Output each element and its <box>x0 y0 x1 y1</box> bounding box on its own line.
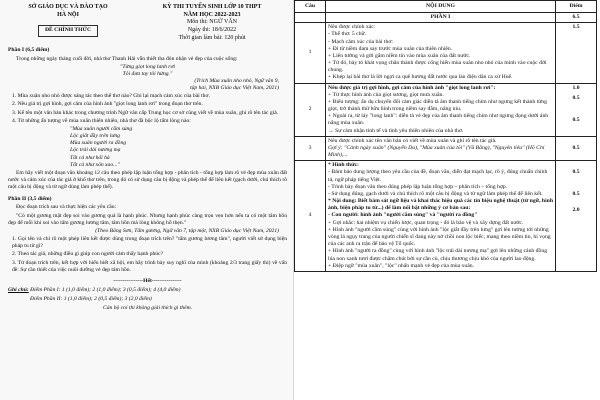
table-row <box>295 23 597 83</box>
part-score: 6.5 <box>556 13 597 23</box>
row-score: 2.0 <box>572 207 580 214</box>
official-badge: ĐỀ CHÍNH THỨC <box>38 25 98 36</box>
note-line-2: Điểm Phần II: 1 (1,0 điểm); 2 (0,5 điểm); 3 (2,0 điểm) <box>30 296 152 303</box>
quote-source-2: tập hai, NXB Giáo dục Việt Nam, 2021) <box>190 85 279 92</box>
content-line: + Đi từ niềm đam say trước mùa xuân của thiên nhiên. <box>328 45 453 52</box>
content-line: - Sử dụng đúng, gạch dưới và chú thích rõ một câu bị động và từ ngữ làm phép thế để liên kết. <box>328 190 543 197</box>
content-line: + Liên tưởng và gửi gắm niềm tin vào mùa xuân của đất nước. <box>328 52 471 59</box>
quote-line-1: "Từng giọt long lanh rơi <box>119 63 175 70</box>
part2-question-2: 2. Theo tác giả, những điều gì giúp con người cảm thấy hạnh phúc? <box>12 251 164 258</box>
row-score: 1.5 <box>556 23 597 83</box>
department-line2: HÀ NỘI <box>57 11 79 18</box>
department-block <box>8 4 128 37</box>
table-row <box>295 161 597 272</box>
part-row <box>295 13 597 23</box>
quote-source: (Trích Mùa xuân nho nhỏ, Ngữ văn 9, <box>194 77 279 84</box>
content-line: → Sự cảm nhận tinh tế và tình yêu thiên nhiên của nhà thơ. <box>328 127 464 134</box>
row-number: 2 <box>295 83 326 136</box>
part2-passage: "Có một gương mặt đẹp soi vào gương quả là hạnh phúc. Nhưng hạnh phúc càng trọn vẹn hơn nếu ta có một tâm hồn đẹp để mỗi khi soi vào tấm gương lương tâm, tâm hồn mà lòng không hổ thẹn." <box>8 212 287 226</box>
content-line: Gợi ý: "Cảnh ngày xuân" (Nguyễn Du), "Mùa xuân của tôi" (Vũ Bằng), "Nguyên tiêu" (Hồ Chí Minh),... <box>328 144 545 159</box>
content-line: Nêu được chính xác: <box>328 24 376 31</box>
row-score: 0.5 <box>572 169 580 176</box>
poem-line: Lộc trải dài nương mạ <box>70 147 121 154</box>
content-line: - Thể thơ: 5 chữ. <box>328 31 367 38</box>
row-scores <box>556 83 597 136</box>
part-label: PHẦN I <box>326 13 556 23</box>
note-line-3: Cán bộ coi thi không giải thích gì thêm. <box>102 305 193 312</box>
part2-question-1: 1. Gọi tên và chỉ rõ một phép liên kết được dùng trong đoạn trích trên? "tấm gương lương tâm", người viết sử dụng biện pháp tu từ gì? <box>12 236 287 250</box>
content-line: + Điệp ngữ "mùa xuân", "lộc" nhấn mạnh vẻ đẹp của mùa xuân. <box>328 262 475 269</box>
row-content <box>326 161 556 272</box>
content-line: Nêu được giá trị gợi hình, gợi cảm của hình ảnh "giọt long lanh rơi": <box>328 84 496 91</box>
poem-line: Tất cả như xôn xao..." <box>70 161 120 168</box>
notes <box>8 287 287 294</box>
department-line1: SỞ GIÁO DỤC VÀ ĐÀO TẠO <box>28 4 108 10</box>
part1-question-3: 3. Kể tên một văn bản khác trong chương trình Ngữ văn cấp Trung học cơ sở cũng viết về mùa xuân, ghi rõ tên tác giả. <box>12 109 279 116</box>
content-line: + Từ đó, bày tỏ khát vọng chân thành được cống hiến mùa xuân nho nhỏ của mình vào cuộc đời chung. <box>328 60 547 74</box>
exam-info-block <box>137 4 287 42</box>
part1-question-2: 2. Nêu giá trị gợi hình, gợi cảm của hình ảnh "giọt long lanh rơi" trong đoạn thơ trên. <box>12 101 203 108</box>
table-row <box>295 136 597 161</box>
exam-title: KỲ THI TUYỂN SINH LỚP 10 THPT <box>162 4 262 10</box>
part2-source: (Theo Băng Sơn, Tấm gương, Ngữ văn 7, tập một, NXB Giáo dục Việt Nam, 2021) <box>95 227 279 234</box>
content-line: Nêu được chính xác tên văn bản có viết về mùa xuân và ghi rõ tên tác giả. <box>328 137 497 144</box>
exam-subject: Môn thi: NGỮ VĂN <box>186 19 238 26</box>
content-line: + Gợi nhắc: hai nhiệm vụ chiến lược, quan trọng - đó là bảo vệ và xây dựng đất nước. <box>328 219 524 226</box>
part1-question-4: 4. Từ những ấn tượng về mùa xuân thiên nhiên, nhà thơ đã bộc lộ tấm lòng nào: <box>12 117 191 124</box>
content-line: + Biểu tượng: ẩn dụ chuyển đổi cảm giác diễn tả âm thanh tiếng chim như ngưng kết thành từng giọt, trở thành thứ hữu hình trong niềm say đắm, nâng niu. <box>328 98 547 113</box>
poem-line: Lộc giắt đầy trên lưng <box>70 133 120 140</box>
content-line: - Đảm bảo dung lượng theo yêu cầu của đề, đoạn văn, diễn đạt mạch lạc, rõ ý, đúng chuẩn chính tả, ngữ pháp tiếng Việt. <box>328 169 548 183</box>
content-line: * Hình thức: <box>328 162 359 169</box>
answer-table <box>294 0 597 272</box>
answer-key <box>293 0 600 400</box>
poem-line: "Mùa xuân người cầm súng <box>70 125 133 132</box>
note-line-1: Điểm Phần I: 1 (1,0 điểm); 2 (1,0 điểm); 3 (0,5 điểm); 4 (4,0 điểm) <box>30 287 181 294</box>
poem-line: Tất cả như hối hả <box>70 154 110 161</box>
row-content <box>326 136 556 161</box>
content-line: + Từ thực hình ảnh của giọt sương, giọt mưa xuân. <box>328 91 444 98</box>
exam-duration: Thời gian làm bài: 120 phút <box>178 34 246 41</box>
part1-title: Phần I (6,5 điểm) <box>8 47 50 54</box>
score-spacer <box>558 162 594 169</box>
content-line: + Khép lại bài thơ là lời ngợi ca quê hương đất nước qua làn điệu dân ca xứ Huế. <box>328 74 513 81</box>
part1-question-1: 1. Mùa xuân nho nhỏ được sáng tác theo thể thơ nào? Ghi lại mạch cảm xúc của bài thơ. <box>12 93 210 100</box>
header-cau: Câu <box>295 1 326 13</box>
row-number: 4 <box>295 161 326 272</box>
row-score: 0.5 <box>572 116 580 123</box>
note-label: Ghi chú: <box>8 287 29 294</box>
exam-paper <box>0 0 293 400</box>
quote-line-2: Tôi đưa tay tôi hứng." <box>122 70 173 77</box>
table-header-row <box>295 1 597 13</box>
part2-title: Phần II (3,5 điểm) <box>8 196 52 203</box>
row-score: 0.5 <box>556 136 597 161</box>
part-row-blank <box>295 13 326 23</box>
header-diem: Điểm <box>556 1 597 13</box>
row-content <box>326 23 556 83</box>
part1-intro: Trong những ngày tháng cuối đời, nhà thơ Thanh Hải vẫn thiết tha đón nhận vẻ đẹp của cuộc sống: <box>16 55 238 62</box>
content-line: + Hình ảnh "người cầm súng" cùng với hình ảnh "lộc giắt đầy trên lưng" gợi lên tưởng tới những vòng lá ngụy trang của người chiến sĩ đang này nở chồi non lộc biếc, mang theo niềm tin, hi vọng của các anh ra trận để bảo vệ Tổ quốc. <box>328 226 551 248</box>
exam-year: NĂM HỌC 2022-2023 <box>183 11 241 18</box>
row-number: 1 <box>295 23 326 83</box>
row-content <box>326 83 556 136</box>
row-score: 0.5 <box>572 191 580 198</box>
exam-date: Ngày thi: 18/6/2022 <box>187 27 237 34</box>
content-line: * Nội dung: Biết bám sát ngữ liệu và khai thác hiệu quả các tín hiệu nghệ thuật (từ ngữ, hình ảnh, biện pháp tu từ...) để làm nổi bật những ý cơ bản sau: <box>328 198 553 212</box>
content-line: - Con người: hình ảnh "người cầm súng" và "người ra đồng" <box>328 212 478 219</box>
content-line: - Trình bày đoạn văn theo đúng phép lập luận tổng hợp – phân tích – tổng hợp. <box>328 183 508 190</box>
exam-header <box>8 4 287 42</box>
poem-excerpt <box>70 126 287 169</box>
part2-intro: Đọc đoạn trích sau và thực hiện các yêu cầu: <box>16 204 117 211</box>
row-number: 3 <box>295 136 326 161</box>
header-noidung: NỘI DUNG <box>326 1 556 13</box>
row-scores <box>556 161 597 272</box>
row-score: 1.0 <box>572 84 580 91</box>
row-score: 0.5 <box>572 94 580 101</box>
content-line: - Mạch cảm xúc của bài thơ: <box>328 38 393 45</box>
poem-line: Mùa xuân người ra đồng <box>70 140 127 147</box>
end-mark: ----------------Hết---------------- <box>113 277 182 284</box>
table-row <box>295 83 597 136</box>
part2-question-3: 3. Từ đoạn trích trên, kết hợp với hiểu biết xã hội, em hãy trình bày suy nghĩ của mình (khoảng 2/3 trang giấy thi) về vấn đề: Sự cần thiết của việc nuôi dưỡng vẻ đẹp tâm hồn. <box>12 259 287 273</box>
content-line: + Hình ảnh "người ra đồng" cùng với hình ảnh "lộc trải dài nương mạ" gợi lên những cánh đồng lúa non xanh tươi được chăm chút bởi sự cần cù, chịu thương chịu khó của người lao động. <box>328 248 548 262</box>
writing-task: Em hãy viết một đoạn văn khoảng 12 câu theo phép lập luận tổng hợp - phân tích - tổng hợp làm rõ vẻ đẹp mùa xuân đất nước và cảm xúc của tác giả ở khổ thơ trên, trong đó có sử dụng câu bị động và phép thế để liên kết (gạch dưới, chú thích rõ một câu bị động và từ ngữ dùng làm phép thế). <box>8 169 287 191</box>
content-line: + Ngoài ra, từ láy "long lanh": diễn tả vẻ đẹp của âm thanh tiếng chim như ngưng đọng dưới ánh nắng mùa xuân. <box>328 113 549 127</box>
